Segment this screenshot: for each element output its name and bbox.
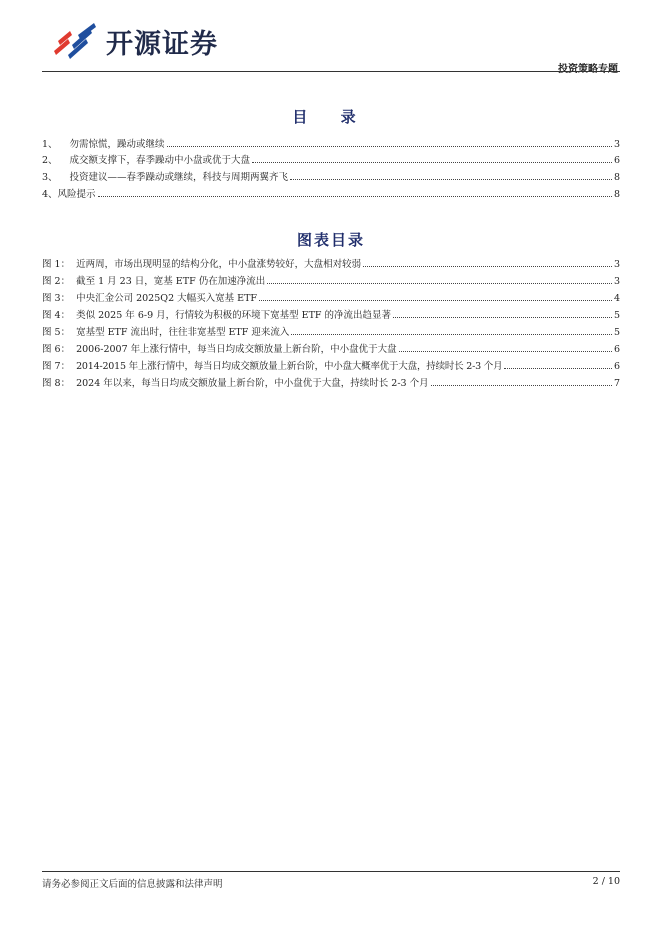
toc-title: 目 录 [292,108,370,126]
toc-entry-number: 1、 [42,139,58,150]
toc-entry-page: 3 [613,139,620,150]
figure-entry[interactable] [42,375,620,389]
page-indicator: 2 / 10 [592,876,620,887]
figure-entry-text: 宽基型 ETF 流出时，往往非宽基型 ETF 迎来流入 [76,327,290,338]
report-type-label: 投资策略专题 [558,64,618,75]
leader-dots [431,385,612,386]
figure-entry-page: 3 [613,259,620,270]
figure-entry-page: 6 [613,361,620,372]
figure-entry[interactable] [42,341,620,355]
figure-entry-text: 2006-2007 年上涨行情中，每当日均成交额放量上新台阶，中小盘优于大盘 [76,344,397,355]
toc-entry-page: 8 [613,172,620,183]
figure-entry-page: 7 [613,378,620,389]
leader-dots [363,266,612,267]
leader-dots [399,351,612,352]
brand-logo [52,20,218,62]
figure-entry-number: 图 1： [42,259,71,270]
figure-entry-text: 截至 1 月 23 日，宽基 ETF 仍在加速净流出 [76,276,266,287]
figure-entry-text: 2024 年以来，每当日均成交额放量上新台阶，中小盘优于大盘，持续时长 2-3 个月 [76,378,429,389]
figure-entry[interactable] [42,307,620,321]
toc-entry-page: 6 [613,155,620,166]
header-divider [42,71,620,72]
figure-entry-text: 近两周，市场出现明显的结构分化，中小盘涨势较好，大盘相对较弱 [76,259,362,270]
figure-entry-number: 图 3： [42,293,71,304]
toc-entry[interactable] [42,169,620,183]
leader-dots [259,300,612,301]
figure-entry-page: 4 [613,293,620,304]
figure-entry-text: 2014-2015 年上涨行情中，每当日均成交额放量上新台阶，中小盘大概率优于大盘，持续时长 2-3 个月 [76,361,503,372]
figure-entry-text: 中央汇金公司 2025Q2 大幅买入宽基 ETF [76,293,258,304]
toc-entry-page: 8 [613,189,620,200]
figure-entry-page: 5 [613,310,620,321]
leader-dots [252,162,612,163]
leader-dots [393,317,612,318]
figure-entry[interactable] [42,290,620,304]
figure-entry[interactable] [42,256,620,270]
figure-entry-number: 图 8： [42,378,71,389]
figure-entry-page: 6 [613,344,620,355]
figure-entry-number: 图 7： [42,361,71,372]
figure-entry-page: 3 [613,276,620,287]
brand-logo-icon [52,21,98,61]
figure-entry-number: 图 6： [42,344,71,355]
toc-entry-text: 风险提示 [57,189,96,200]
brand-name: 开源证券 [106,28,218,60]
figure-list-title: 图表目录 [296,231,365,249]
toc-entry-number: 2、 [42,155,58,166]
figure-entry[interactable] [42,324,620,338]
leader-dots [167,146,612,147]
leader-dots [290,179,612,180]
footer-disclaimer: 请务必参阅正文后面的信息披露和法律声明 [42,879,223,890]
figure-entry-text: 类似 2025 年 6-9 月，行情较为积极的环境下宽基型 ETF 的净流出趋显著 [76,310,392,321]
leader-dots [267,283,612,284]
figure-entry[interactable] [42,358,620,372]
toc-entry[interactable] [42,186,620,200]
toc-entry-number: 4、 [42,189,58,200]
toc-entry-number: 3、 [42,172,58,183]
toc-entry[interactable] [42,136,620,150]
figure-entry-number: 图 2： [42,276,71,287]
figure-entry-number: 图 5： [42,327,71,338]
toc-entry[interactable] [42,152,620,166]
leader-dots [504,368,612,369]
toc-entry-text: 成交额支撑下，春季躁动中小盘或优于大盘 [69,155,251,166]
footer-divider [42,871,620,872]
figure-entry[interactable] [42,273,620,287]
toc-entry-text: 投资建议——春季躁动或继续，科技与周期两翼齐飞 [69,172,289,183]
leader-dots [291,334,612,335]
figure-entry-page: 5 [613,327,620,338]
toc-entry-text: 勿需惊慌，躁动或继续 [69,139,165,150]
figure-entry-number: 图 4： [42,310,71,321]
leader-dots [98,196,612,197]
